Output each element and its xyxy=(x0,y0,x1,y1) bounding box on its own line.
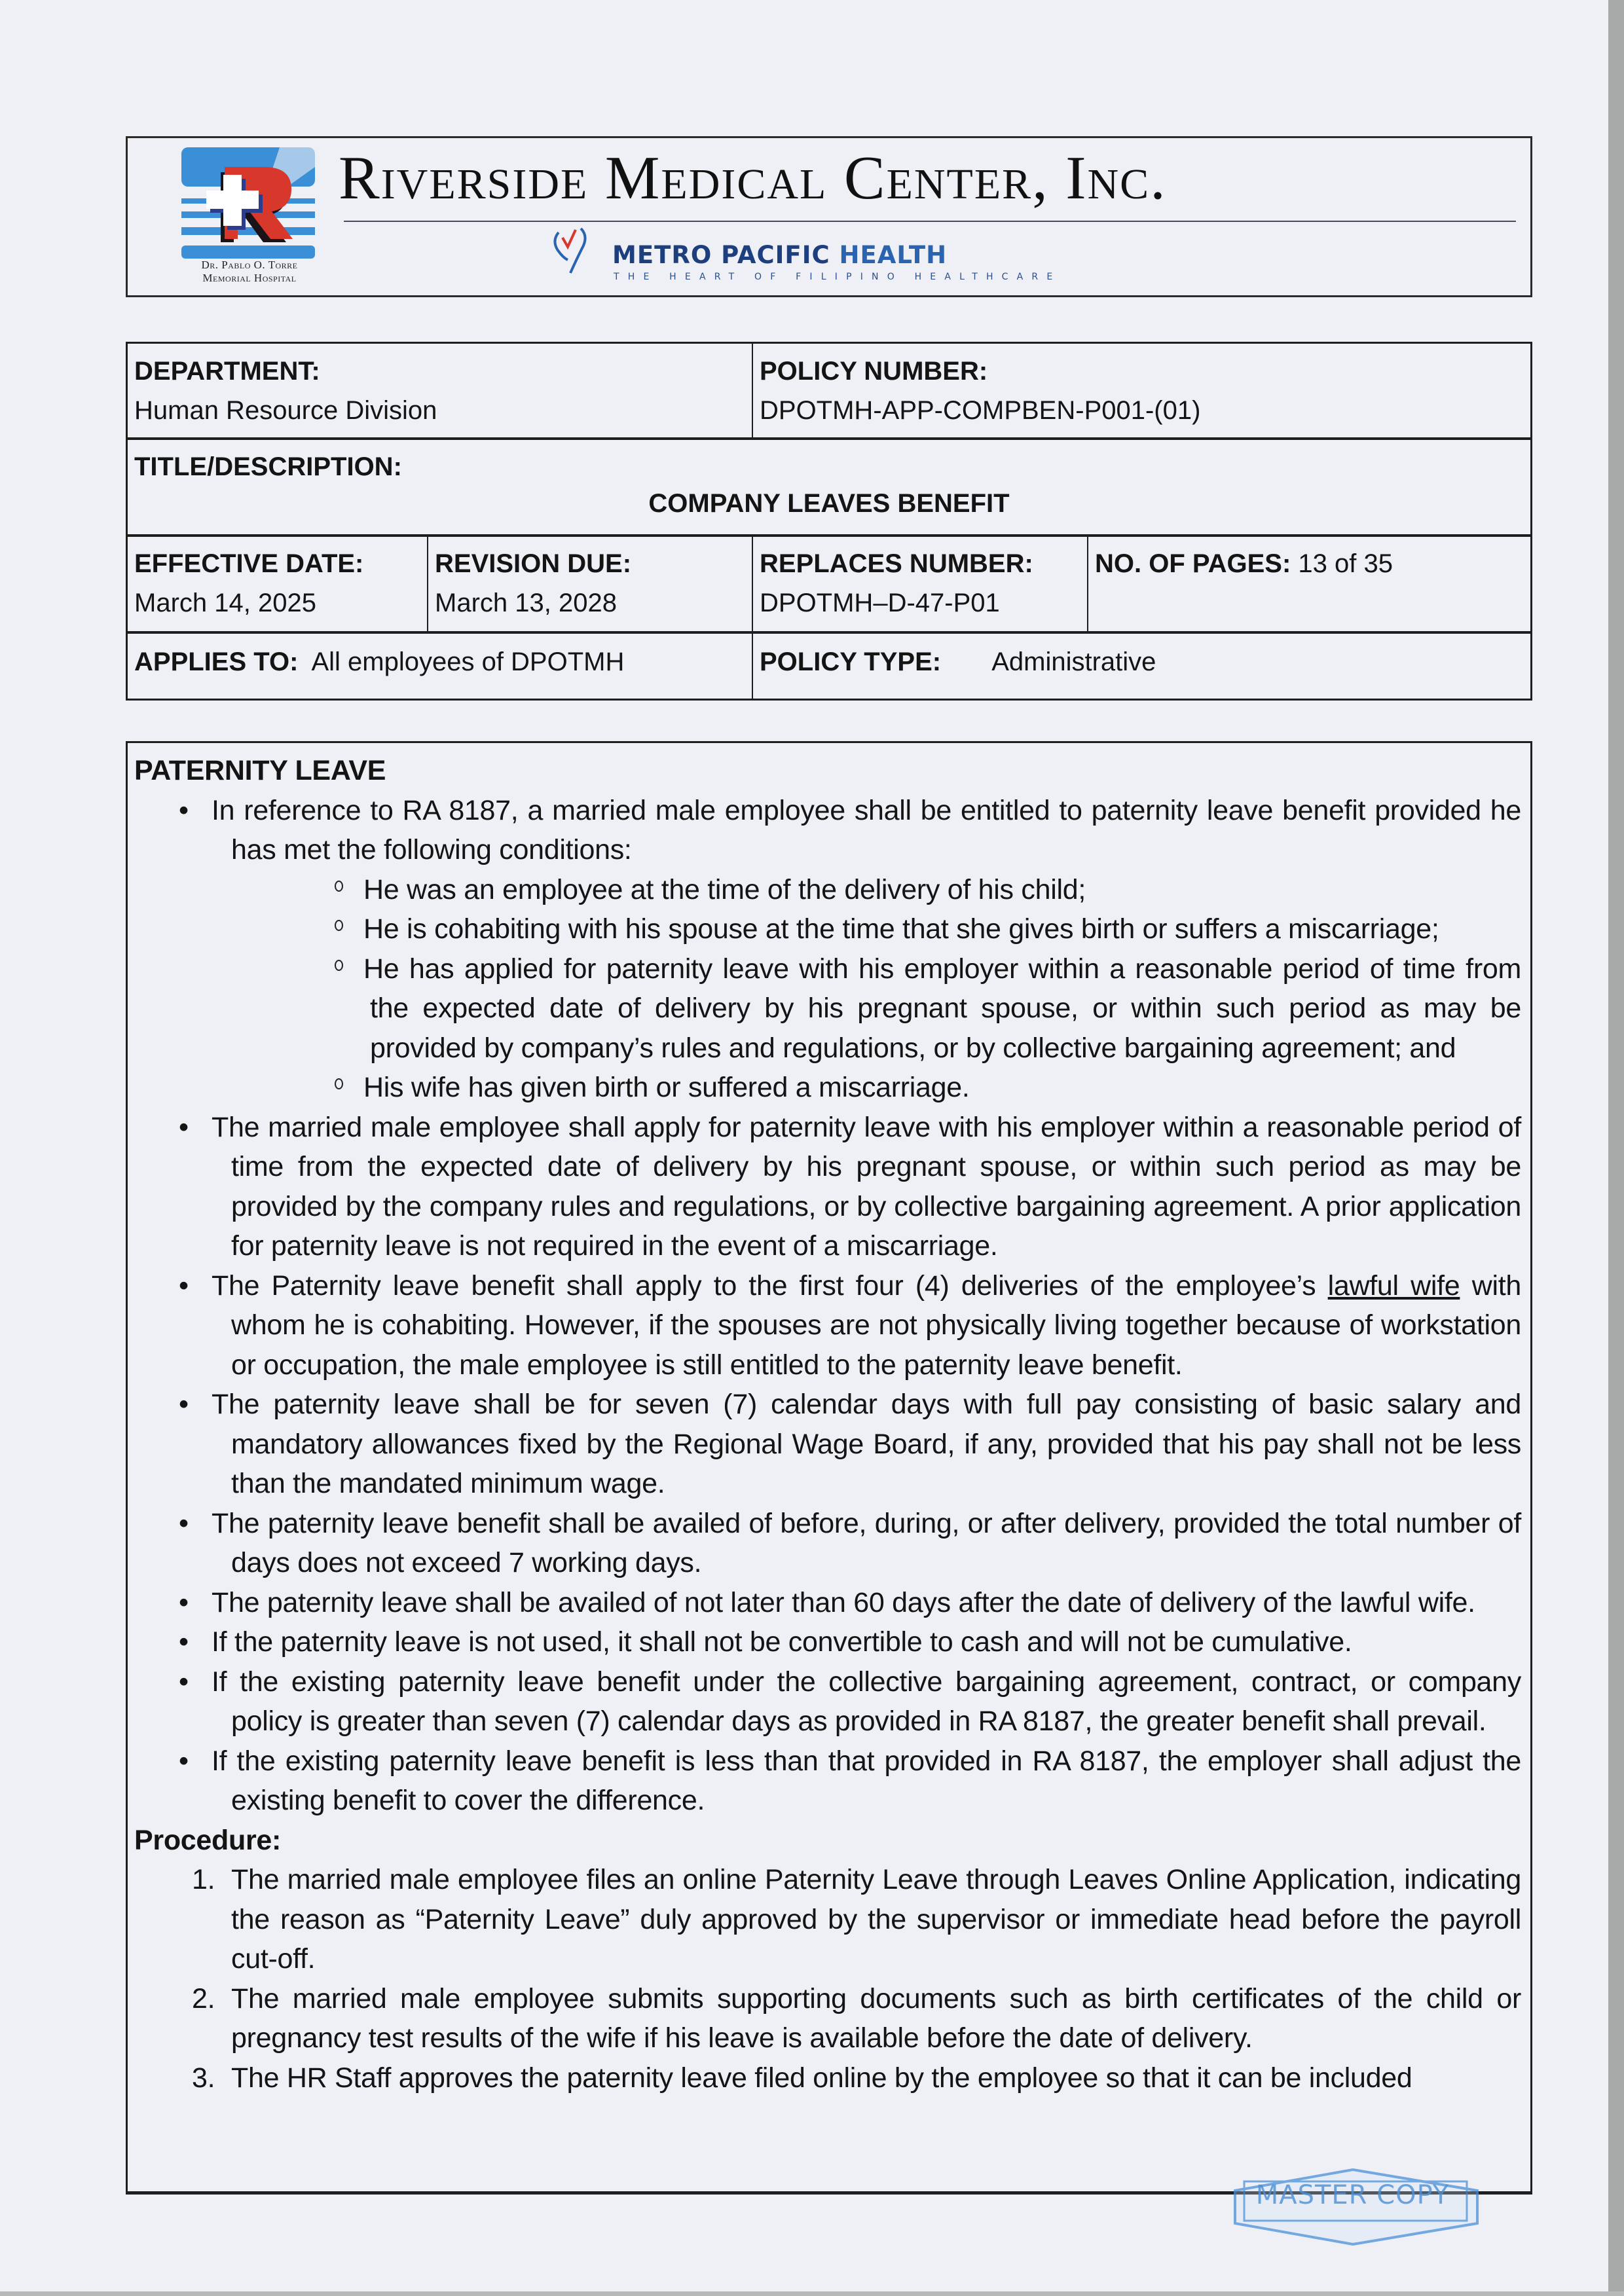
organization-name: Riverside Medical Center, Inc. xyxy=(339,144,1167,212)
replaces-number-value: DPOTMH–D-47-P01 xyxy=(760,589,1000,617)
sub-list-item: He is cohabiting with his spouse at the time that she gives birth or suffers a miscarriage; xyxy=(231,909,1521,949)
heart-check-icon xyxy=(552,227,589,274)
pages-label: NO. OF PAGES: xyxy=(1095,549,1291,578)
department-cell xyxy=(128,344,752,438)
sub-list-item: He was an employee at the time of the delivery of his child; xyxy=(231,870,1521,910)
bullet-icon: • xyxy=(179,1507,189,1539)
bullet-icon: • xyxy=(179,1626,189,1658)
policy-info-table xyxy=(126,342,1532,701)
revision-due-value: March 13, 2028 xyxy=(435,589,617,617)
revision-due-cell xyxy=(428,536,752,630)
sub-list-item: His wife has given birth or suffered a miscarriage. xyxy=(231,1068,1521,1108)
circle-bullet-icon xyxy=(335,920,343,931)
effective-date-cell xyxy=(128,536,427,630)
policy-type-cell xyxy=(753,633,1532,689)
sub-bullet-list xyxy=(231,870,1521,1108)
replaces-number-cell xyxy=(753,536,1087,630)
hospital-logo-icon xyxy=(181,147,315,261)
procedure-list xyxy=(134,1860,1521,2098)
list-item: • The paternity leave shall be for seven (7) calendar days with full pay consisting of basic salary and mandatory allowances fixed by the Regional Wage Board, if any, provided that his pay shall not be less than the mandated minimum wage. xyxy=(134,1385,1521,1504)
department-label: DEPARTMENT: xyxy=(134,357,320,386)
bullet-icon: • xyxy=(179,1745,189,1777)
circle-bullet-icon xyxy=(335,960,343,971)
circle-bullet-icon xyxy=(335,1078,343,1089)
policy-type-value: Administrative xyxy=(991,647,1156,676)
list-item: • The Paternity leave benefit shall apply to the first four (4) deliveries of the employee’s lawful wife with whom he is cohabiting. However, if the spouses are not physically living together because of workstation or occupation, the male employee is still entitled to the paternity leave benefit. xyxy=(134,1266,1521,1385)
list-item: • If the existing paternity leave benefit under the collective bargaining agreement, contract, or company policy is greater than seven (7) calendar days as provided in RA 8187, the greater benefit shall prevail. xyxy=(134,1662,1521,1741)
policy-number-label: POLICY NUMBER: xyxy=(760,357,988,386)
department-value: Human Resource Division xyxy=(134,396,437,425)
lawful-wife-emphasis: lawful wife xyxy=(1327,1269,1460,1302)
applies-to-value: All employees of DPOTMH xyxy=(311,647,625,676)
hospital-logo-caption: Dr. Pablo O. Torre Memorial Hospital xyxy=(201,259,298,284)
partner-tagline: THE HEART OF FILIPINO HEALTHCARE xyxy=(614,272,1061,282)
applies-to-label: APPLIES TO: xyxy=(134,647,299,676)
sub-list-item: He has applied for paternity leave with his employer within a reasonable period of time from the expected date of delivery by his pregnant spouse, or within such period as may be provided by company’s rules and regulations, or by collective bargaining agreement; and xyxy=(231,949,1521,1068)
pages-value: 13 of 35 xyxy=(1298,549,1393,578)
procedure-title: Procedure: xyxy=(134,1824,282,1856)
procedure-step: 3. The HR Staff approves the paternity leave filed online by the employee so that it can be included xyxy=(192,2062,1412,2094)
letterhead xyxy=(126,136,1532,297)
bullet-icon: • xyxy=(179,794,189,826)
list-item: • If the existing paternity leave benefit is less than that provided in RA 8187, the employer shall adjust the existing benefit to cover the difference. xyxy=(134,1741,1521,1821)
policy-type-label: POLICY TYPE: xyxy=(760,647,942,676)
replaces-number-label: REPLACES NUMBER: xyxy=(760,549,1033,578)
procedure-step: 1. The married male employee files an online Paternity Leave through Leaves Online Application, indicating the reason as “Paternity Leave” duly approved by the supervisor or immediate head before the payroll cut-off. xyxy=(192,1864,1521,1975)
bullet-icon: • xyxy=(179,1111,189,1143)
section-title: PATERNITY LEAVE xyxy=(134,755,386,786)
revision-due-label: REVISION DUE: xyxy=(435,549,632,578)
bullet-icon: • xyxy=(179,1389,189,1420)
policy-body xyxy=(126,741,1532,2195)
policy-number-value: DPOTMH-APP-COMPBEN-P001-(01) xyxy=(760,396,1201,425)
list-item: • If the paternity leave is not used, it shall not be convertible to cash and will not be cumulative. xyxy=(134,1622,1521,1662)
bullet-icon: • xyxy=(179,1269,189,1302)
list-item: • In reference to RA 8187, a married male employee shall be entitled to paternity leave benefit provided he has met the following conditions: He was an employee at the time of the delivery of his child; He is cohabiting with his spouse at the time that she gives birth or suffers a miscarriage; He has applied for paternity leave with his employer within a reasonable period of time from the expected date of delivery by his pregnant spouse, or within such period as may be provided by company’s rules and regulations, or by collective bargaining agreement; and His wife has given birth or suffered a miscarriage. xyxy=(134,791,1521,1108)
title-cell xyxy=(128,439,1529,494)
policy-title: COMPANY LEAVES BENEFIT xyxy=(648,489,1010,518)
bullet-icon: • xyxy=(179,1666,189,1698)
scanner-edge-right xyxy=(1608,0,1624,2296)
effective-date-value: March 14, 2025 xyxy=(134,589,316,617)
bullet-icon: • xyxy=(179,1586,189,1618)
list-item: • The paternity leave benefit shall be availed of before, during, or after delivery, provided the total number of days does not exceed 7 working days. xyxy=(134,1504,1521,1583)
list-item: • The paternity leave shall be availed of not later than 60 days after the date of delivery of the lawful wife. xyxy=(134,1583,1521,1623)
title-label: TITLE/DESCRIPTION: xyxy=(134,452,402,481)
pages-cell xyxy=(1088,536,1531,591)
circle-bullet-icon xyxy=(335,881,343,892)
effective-date-label: EFFECTIVE DATE: xyxy=(134,549,364,578)
master-copy-stamp-text: MASTER COPY xyxy=(1255,2180,1450,2210)
partner-name: METRO PACIFIC HEALTH xyxy=(612,241,948,269)
policy-number-cell xyxy=(753,344,1532,438)
header-divider xyxy=(344,221,1516,222)
list-item: • The married male employee shall apply for paternity leave with his employer within a reasonable period of time from the expected date of delivery by his pregnant spouse, or within such period as may be provided by the company rules and regulations, or by collective bargaining agreement. A prior application for paternity leave is not required in the event of a miscarriage. xyxy=(134,1108,1521,1266)
bullet-list xyxy=(134,791,1521,1821)
procedure-step: 2. The married male employee submits supporting documents such as birth certificates of the child or pregnancy test results of the wife if his leave is available before the date of delivery. xyxy=(192,1982,1521,2054)
applies-to-cell xyxy=(128,633,752,689)
scanner-edge-bottom xyxy=(0,2291,1624,2296)
